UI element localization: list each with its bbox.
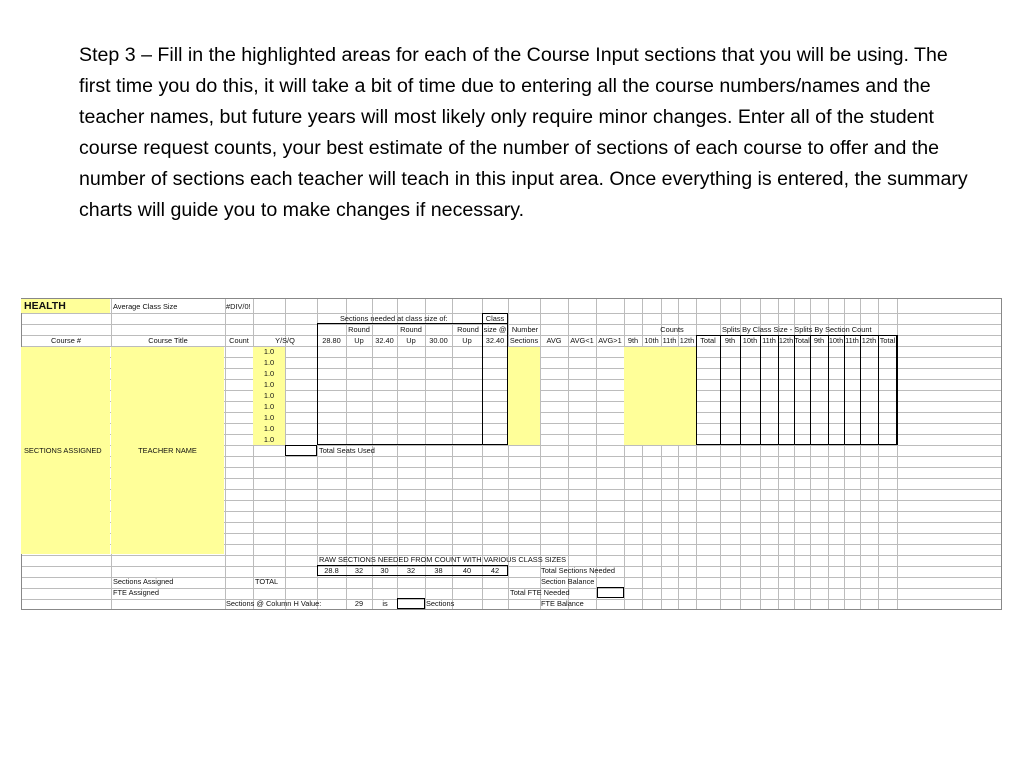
column-header: 12th (679, 335, 695, 345)
splits-label: Splits By Class Size - Splits By Section Count (722, 325, 872, 335)
sections-at-column-h-label: Sections @ Column H Value: (226, 598, 322, 608)
column-header: 11th (762, 335, 776, 345)
sections-input[interactable] (508, 347, 540, 445)
column-header: 32.40 (485, 335, 505, 345)
class-size-box (482, 313, 508, 445)
round-label-2: Round (400, 325, 422, 335)
size-at-label: size @ (483, 325, 507, 335)
total-fte-needed-label: Total FTE Needed (510, 587, 570, 597)
raw-section-value: 30 (380, 565, 389, 575)
number-label: Number (511, 325, 539, 335)
ysq-value: 1.0 (263, 412, 275, 422)
raw-section-value: 32 (406, 565, 416, 575)
sections-assigned-label: SECTIONS ASSIGNED (24, 445, 102, 455)
total-seats-used-label: Total Seats Used (319, 445, 375, 455)
spreadsheet-image (21, 298, 1002, 610)
course-title-input[interactable] (111, 347, 224, 445)
ysq-value: 1.0 (263, 423, 275, 433)
column-header: Sections (509, 335, 539, 345)
raw-section-value: 42 (490, 565, 500, 575)
column-header: Up (406, 335, 416, 345)
course-number-input[interactable] (21, 347, 110, 445)
column-header: 11th (845, 335, 859, 345)
column-header: Y/S/Q (275, 335, 295, 345)
column-header: 9th (724, 335, 736, 345)
teacher-name-label: TEACHER NAME (138, 445, 197, 455)
column-header: Course # (51, 335, 81, 345)
sections-assigned-row-label: Sections Assigned (113, 576, 174, 586)
column-header: 10th (742, 335, 758, 345)
column-header: Count (229, 335, 249, 345)
column-header: AVG>1 (598, 335, 622, 345)
section-balance-label: Section Balance (541, 576, 595, 586)
fte-assigned-label: FTE Assigned (113, 587, 160, 597)
column-header: 9th (627, 335, 639, 345)
sections-assigned-input[interactable] (21, 456, 110, 554)
ysq-value: 1.0 (263, 346, 275, 356)
raw-sections-label: RAW SECTIONS NEEDED FROM COUNT WITH VARIOUS CLASS SIZES (319, 554, 567, 564)
column-header: AVG (546, 335, 562, 345)
column-header: 10th (828, 335, 844, 345)
column-header: 12th (861, 335, 877, 345)
ysq-value: 1.0 (263, 379, 275, 389)
raw-section-value: 40 (462, 565, 472, 575)
counts-input[interactable] (624, 347, 696, 445)
sections-needed-box (317, 323, 508, 445)
fte-balance-label: FTE Balance (541, 598, 584, 608)
sections-needed-label: Sections needed at class size of: (340, 313, 448, 323)
instruction-text: Step 3 – Fill in the highlighted areas for each of the Course Input sections that you will be using. The first time you do this, it will take a bit of time due to entering all the course numbers/names and the teacher names, but future years will most likely only require minor changes. Enter all of the student course request counts, your best estimate of the number of sections of each course to offer and the number of sections each teacher will teach in this input area. Once everything is entered, the summary charts will guide you to make changes if necessary. (79, 44, 968, 221)
round-label-1: Round (348, 325, 370, 335)
round-label-3: Round (457, 325, 479, 335)
column-header: AVG<1 (570, 335, 594, 345)
column-header: Total (794, 335, 810, 345)
raw-section-value: 32 (354, 565, 364, 575)
column-header: Up (354, 335, 364, 345)
column-header: 11th (662, 335, 677, 345)
avg-class-size-label: Average Class Size (113, 301, 178, 311)
teacher-name-input[interactable] (111, 456, 224, 554)
ysq-value: 1.0 (263, 401, 275, 411)
counts-label: Counts (660, 325, 684, 335)
column-header: 9th (813, 335, 825, 345)
is-label: is (382, 598, 388, 608)
ysq-value: 1.0 (263, 434, 275, 444)
column-header: 32.40 (375, 335, 394, 345)
ysq-value: 1.0 (263, 357, 275, 367)
column-header: 28.80 (322, 335, 341, 345)
sections-at-box (397, 598, 425, 609)
column-header: Total (879, 335, 896, 345)
column-header: Course Title (148, 335, 188, 345)
total-sections-needed-label: Total Sections Needed (541, 565, 615, 575)
column-header: 10th (644, 335, 659, 345)
class-label: Class (485, 313, 505, 323)
ysq-value: 1.0 (263, 390, 275, 400)
column-header: Up (462, 335, 472, 345)
column-header: Total (700, 335, 716, 345)
avg-class-size-value: #DIV/0! (226, 301, 251, 311)
sheet-title: HEALTH (24, 300, 66, 313)
splits-box (696, 335, 897, 445)
sections-word-label: Sections (426, 598, 455, 608)
raw-section-value: 28.8 (324, 565, 339, 575)
total-label: TOTAL (255, 576, 279, 586)
sections-at-column-h-value: 29 (354, 598, 364, 608)
total-fte-box (597, 587, 624, 598)
raw-sections-box (317, 565, 508, 576)
seats-used-box (285, 445, 317, 456)
raw-section-value: 38 (434, 565, 443, 575)
ysq-value: 1.0 (263, 368, 275, 378)
column-header: 30.00 (429, 335, 448, 345)
column-header: 12th (778, 335, 794, 345)
